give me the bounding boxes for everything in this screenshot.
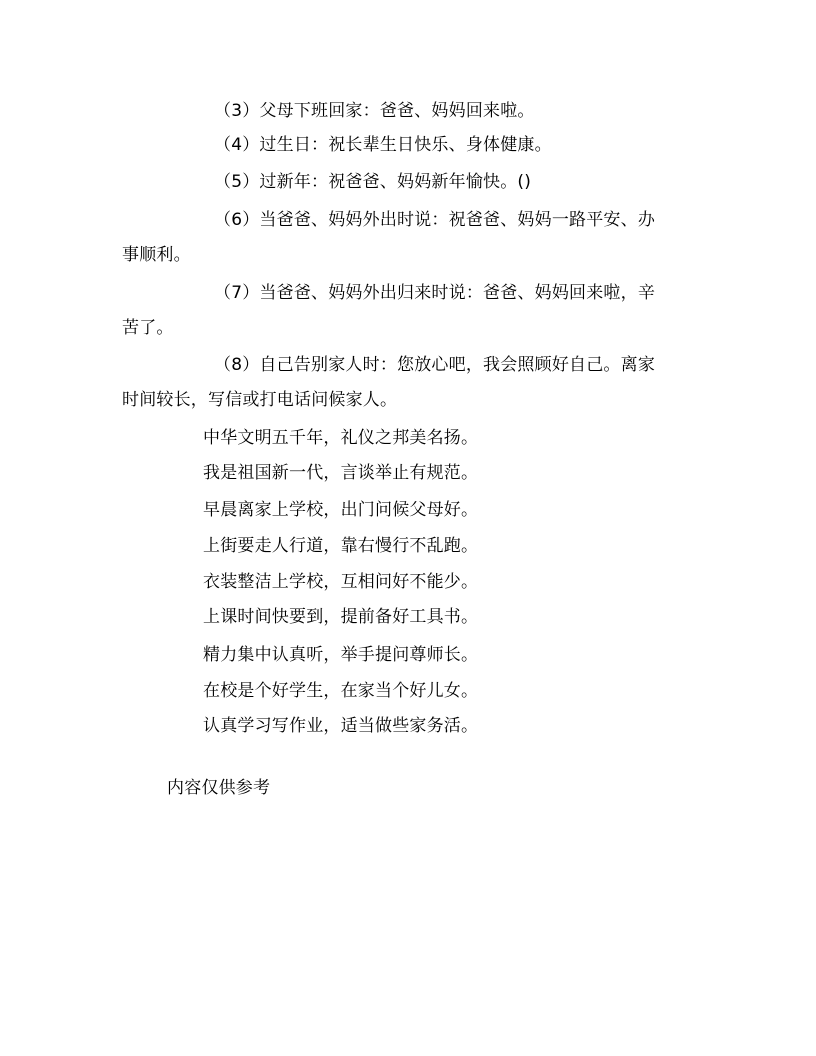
poem-line: 精力集中认真听，举手提问尊师长。 <box>203 645 479 665</box>
paragraph-6-line-1: （6）当爸爸、妈妈外出时说：祝爸爸、妈妈一路平安、办 <box>214 210 656 230</box>
poem-line: 认真学习写作业，适当做些家务活。 <box>203 716 479 736</box>
paragraph-8-line-1: （8）自己告别家人时：您放心吧，我会照顾好自己。离家 <box>214 355 656 375</box>
footer-note: 内容仅供参考 <box>167 778 271 798</box>
poem-line: 衣装整洁上学校，互相问好不能少。 <box>203 572 479 592</box>
paragraph-4: （4）过生日：祝长辈生日快乐、身体健康。 <box>214 135 552 155</box>
poem-line: 中华文明五千年，礼仪之邦美名扬。 <box>203 428 479 448</box>
poem-line: 上课时间快要到，提前备好工具书。 <box>203 607 479 627</box>
poem-line: 我是祖国新一代，言谈举止有规范。 <box>203 463 479 483</box>
poem-line: 早晨离家上学校，出门问候父母好。 <box>203 500 479 520</box>
paragraph-8-line-2: 时间较长，写信或打电话问候家人。 <box>122 390 398 410</box>
paragraph-6-line-2: 事顺利。 <box>122 245 191 265</box>
poem-line: 在校是个好学生，在家当个好儿女。 <box>203 681 479 701</box>
paragraph-7-line-2: 苦了。 <box>122 318 174 338</box>
poem-line: 上街要走人行道，靠右慢行不乱跑。 <box>203 536 479 556</box>
paragraph-3: （3）父母下班回家：爸爸、妈妈回来啦。 <box>214 101 535 121</box>
paragraph-5: （5）过新年：祝爸爸、妈妈新年愉快。() <box>214 172 532 192</box>
paragraph-7-line-1: （7）当爸爸、妈妈外出归来时说：爸爸、妈妈回来啦，辛 <box>214 283 656 303</box>
